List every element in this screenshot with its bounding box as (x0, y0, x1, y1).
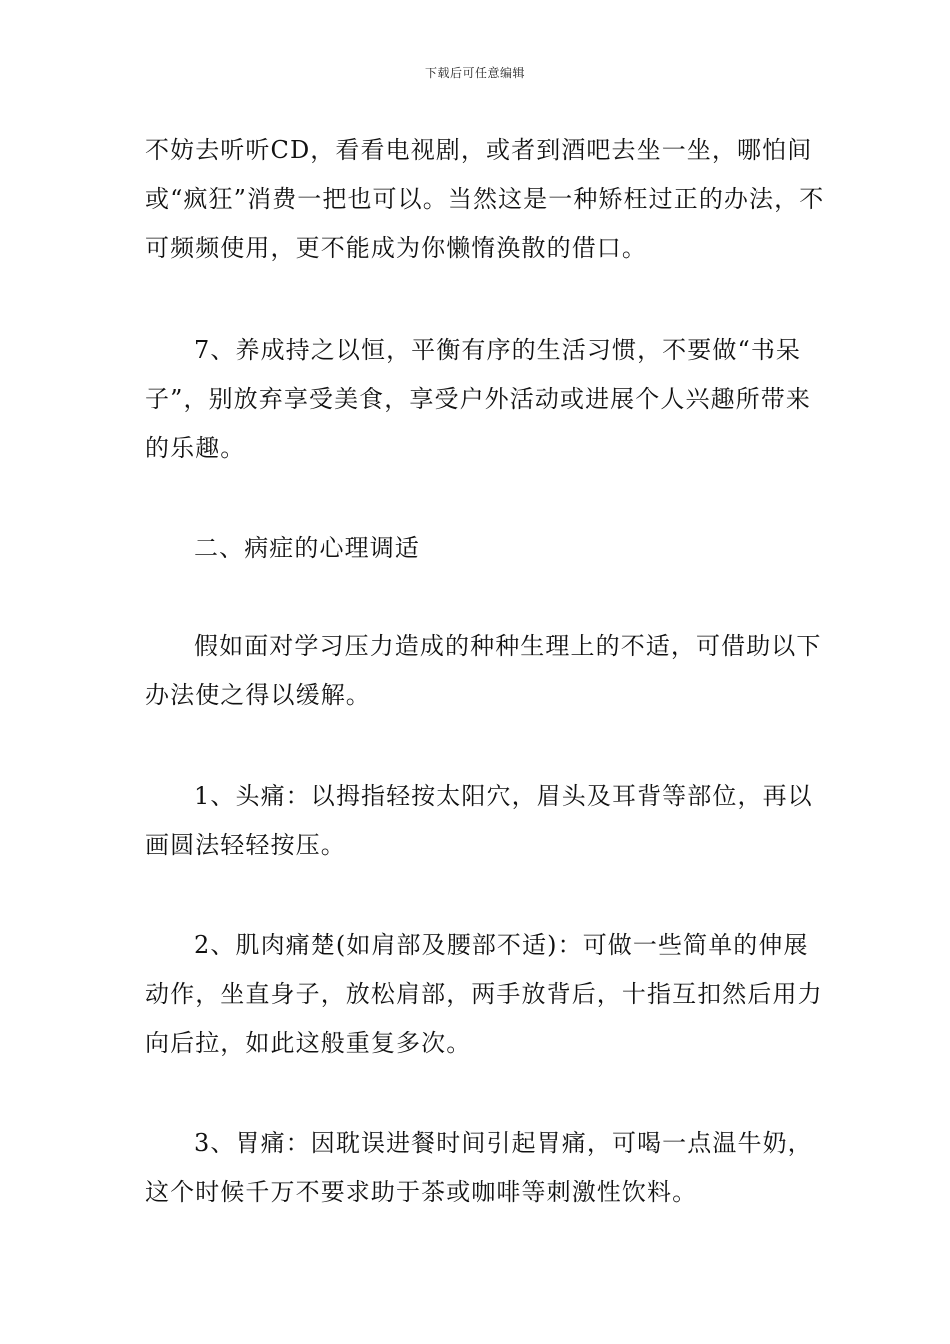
section-heading-2: 二、病症的心理调适 (194, 534, 420, 562)
paragraph-intro: 假如面对学习压力造成的种种生理上的不适，可借助以下办法使之得以缓解。 (145, 632, 822, 709)
page-header: 下载后可任意编辑 (424, 66, 525, 80)
paragraph-item-3-stomach-pain: 3、胃痛：因耽误进餐时间引起胃痛，可喝一点温牛奶，这个时候千万不要求助于茶或咖啡等刺激性饮料。 (145, 1129, 813, 1206)
paragraph-item-7: 7、养成持之以恒，平衡有序的生活习惯，不要做“书呆子”，别放弃享受美食，享受户外活动或进展个人兴趣所带来的乐趣。 (145, 336, 811, 462)
paragraph-item-2-muscle-pain: 2、肌肉痛楚(如肩部及腰部不适)：可做一些简单的伸展动作，坐直身子，放松肩部，两手放背后，十指互扣然后用力向后拉，如此这般重复多次。 (145, 931, 823, 1057)
paragraph-item-1-headache: 1、头痛：以拇指轻按太阳穴，眉头及耳背等部位，再以画圆法轻轻按压。 (145, 782, 813, 859)
paragraph-leisure-advice: 不妨去听听CD，看看电视剧，或者到酒吧去坐一坐，哪怕间或“疯狂”消费一把也可以。当然这是一种矫枉过正的办法，不可频频使用，更不能成为你懒惰涣散的借口。 (145, 136, 825, 262)
